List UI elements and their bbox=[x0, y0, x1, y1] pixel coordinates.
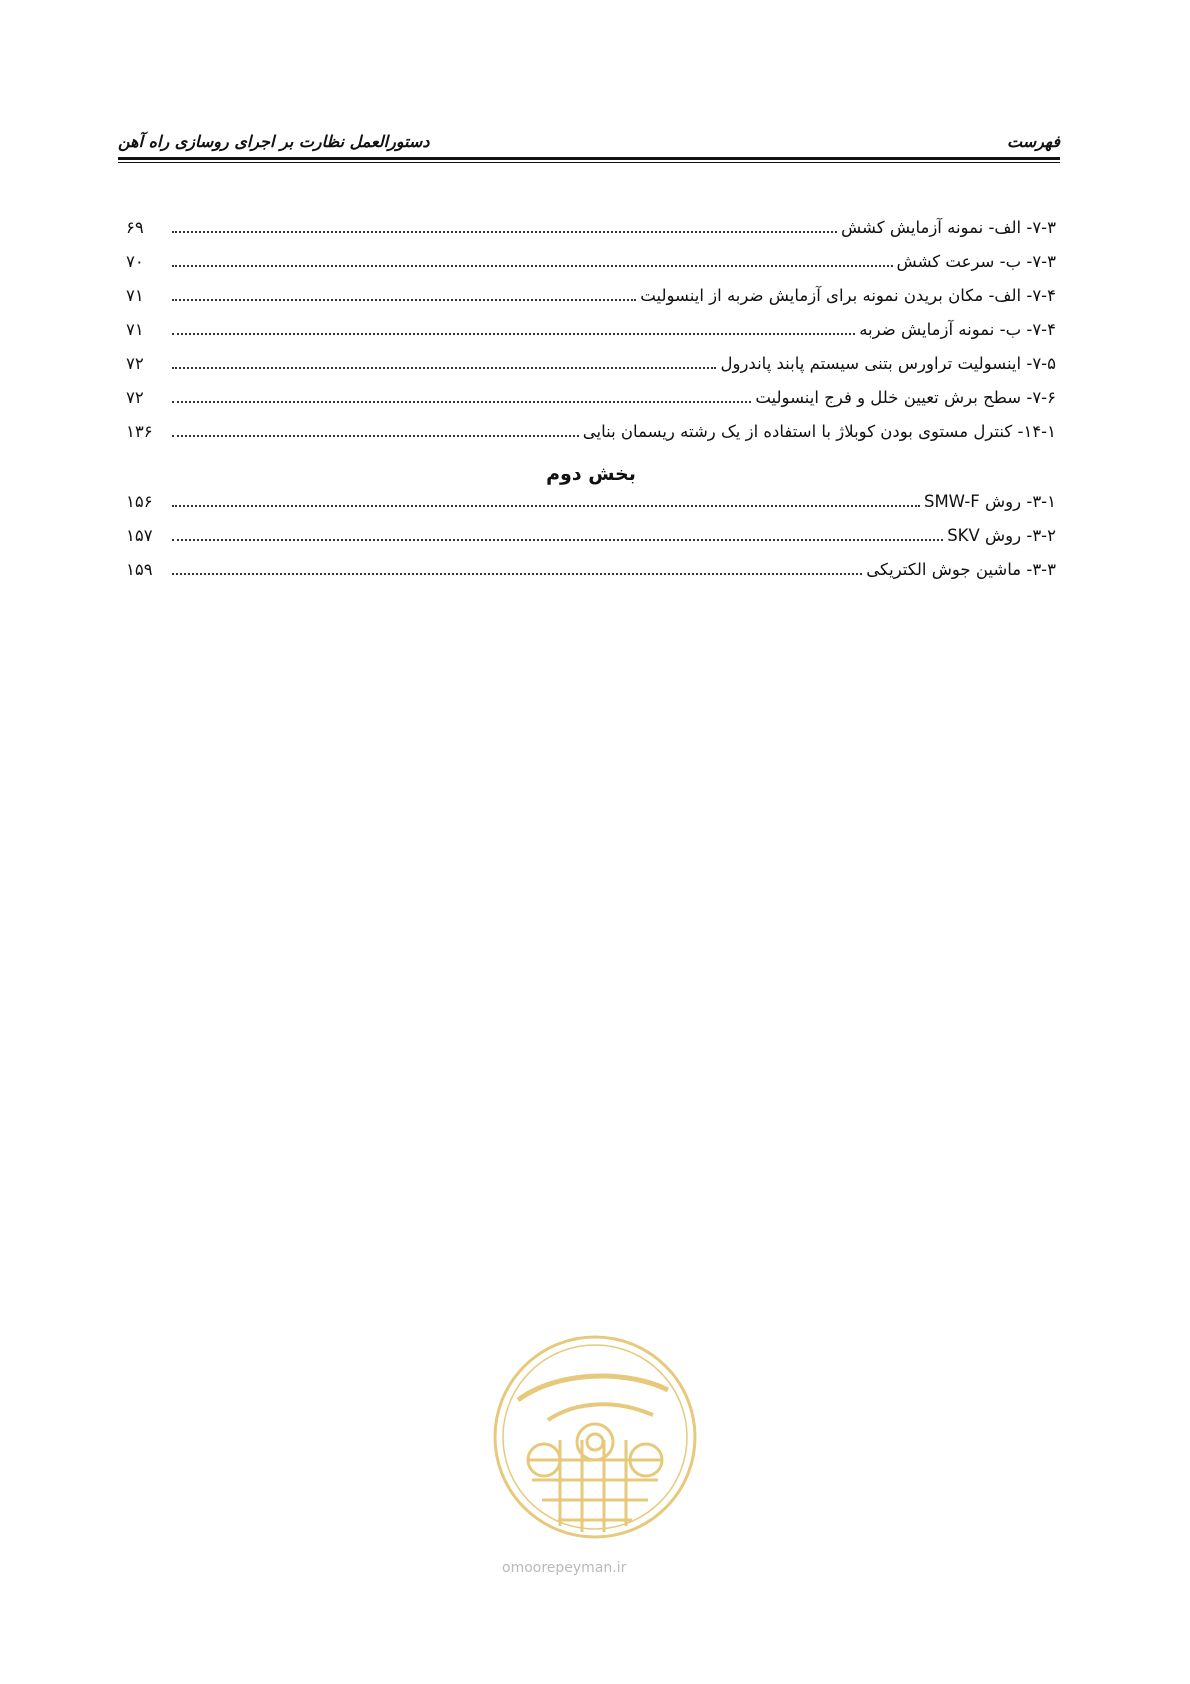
toc-entry-label: ۳-۲- روش SKV bbox=[947, 526, 1056, 545]
toc-entry-label: ۷-۶- سطح برش تعیین خلل و فرج اینسولیت bbox=[755, 388, 1056, 407]
table-of-contents bbox=[126, 218, 1056, 594]
document-title: دستورالعمل نظارت بر اجرای روسازی راه آهن bbox=[118, 132, 430, 151]
toc-entry-page: ۷۲ bbox=[126, 388, 144, 407]
header-rule-thin bbox=[118, 162, 1060, 163]
toc-entry-label: ۳-۳- ماشین جوش الکتریکی bbox=[866, 560, 1056, 579]
toc-entry[interactable] bbox=[126, 252, 1056, 286]
toc-entry-label: ۷-۵- اینسولیت تراورس بتنی سیستم پابند پاندرول bbox=[720, 354, 1056, 373]
toc-entry[interactable] bbox=[126, 422, 1056, 456]
watermark-url: omoorepeyman.ir bbox=[502, 1560, 627, 1576]
toc-entry-label: ۷-۳- الف- نمونه آزمایش کشش bbox=[840, 218, 1056, 237]
toc-leader-dots bbox=[172, 434, 579, 437]
toc-entry-label: ۳-۱- روش SMW-F bbox=[923, 492, 1056, 511]
toc-leader-dots bbox=[172, 504, 920, 507]
toc-entry-page: ۱۵۹ bbox=[126, 560, 153, 579]
toc-entry[interactable] bbox=[126, 354, 1056, 388]
toc-entry-label: ۱۴-۱- کنترل مستوی بودن کوبلاژ با استفاده از یک رشته ریسمان بنایی bbox=[582, 422, 1056, 441]
toc-leader-dots bbox=[172, 366, 716, 369]
toc-entry-label: ۷-۴- ب- نمونه آزمایش ضربه bbox=[859, 320, 1056, 339]
toc-entry[interactable] bbox=[126, 492, 1056, 526]
toc-entry[interactable] bbox=[126, 218, 1056, 252]
toc-entry[interactable] bbox=[126, 388, 1056, 422]
toc-entry-page: ۷۰ bbox=[126, 252, 144, 271]
toc-entry-page: ۱۵۷ bbox=[126, 526, 153, 545]
toc-entry-page: ۱۵۶ bbox=[126, 492, 153, 511]
toc-leader-dots bbox=[172, 400, 751, 403]
toc-entry-page: ۷۱ bbox=[126, 286, 144, 305]
toc-entry-page: ۱۳۶ bbox=[126, 422, 153, 441]
toc-entry[interactable] bbox=[126, 560, 1056, 594]
toc-entry-page: ۷۲ bbox=[126, 354, 144, 373]
toc-entry[interactable] bbox=[126, 320, 1056, 354]
toc-entry[interactable] bbox=[126, 526, 1056, 560]
page-header bbox=[118, 124, 1060, 164]
toc-leader-dots bbox=[172, 538, 943, 541]
toc-leader-dots bbox=[172, 298, 636, 301]
toc-leader-dots bbox=[172, 230, 837, 233]
section-title: فهرست bbox=[1007, 132, 1060, 151]
toc-entry-page: ۶۹ bbox=[126, 218, 144, 237]
toc-entry-page: ۷۱ bbox=[126, 320, 144, 339]
header-rule-thick bbox=[118, 157, 1060, 160]
toc-entry[interactable] bbox=[126, 286, 1056, 320]
toc-leader-dots bbox=[172, 572, 862, 575]
toc-leader-dots bbox=[172, 332, 855, 335]
toc-entry-label: ۷-۴- الف- مکان بریدن نمونه برای آزمایش ضربه از اینسولیت bbox=[640, 286, 1056, 305]
toc-entry-label: ۷-۳- ب- سرعت کشش bbox=[896, 252, 1056, 271]
omoorepeyman-logo-icon bbox=[488, 1330, 702, 1544]
section-two-heading: بخش دوم bbox=[546, 463, 636, 485]
toc-leader-dots bbox=[172, 264, 893, 267]
